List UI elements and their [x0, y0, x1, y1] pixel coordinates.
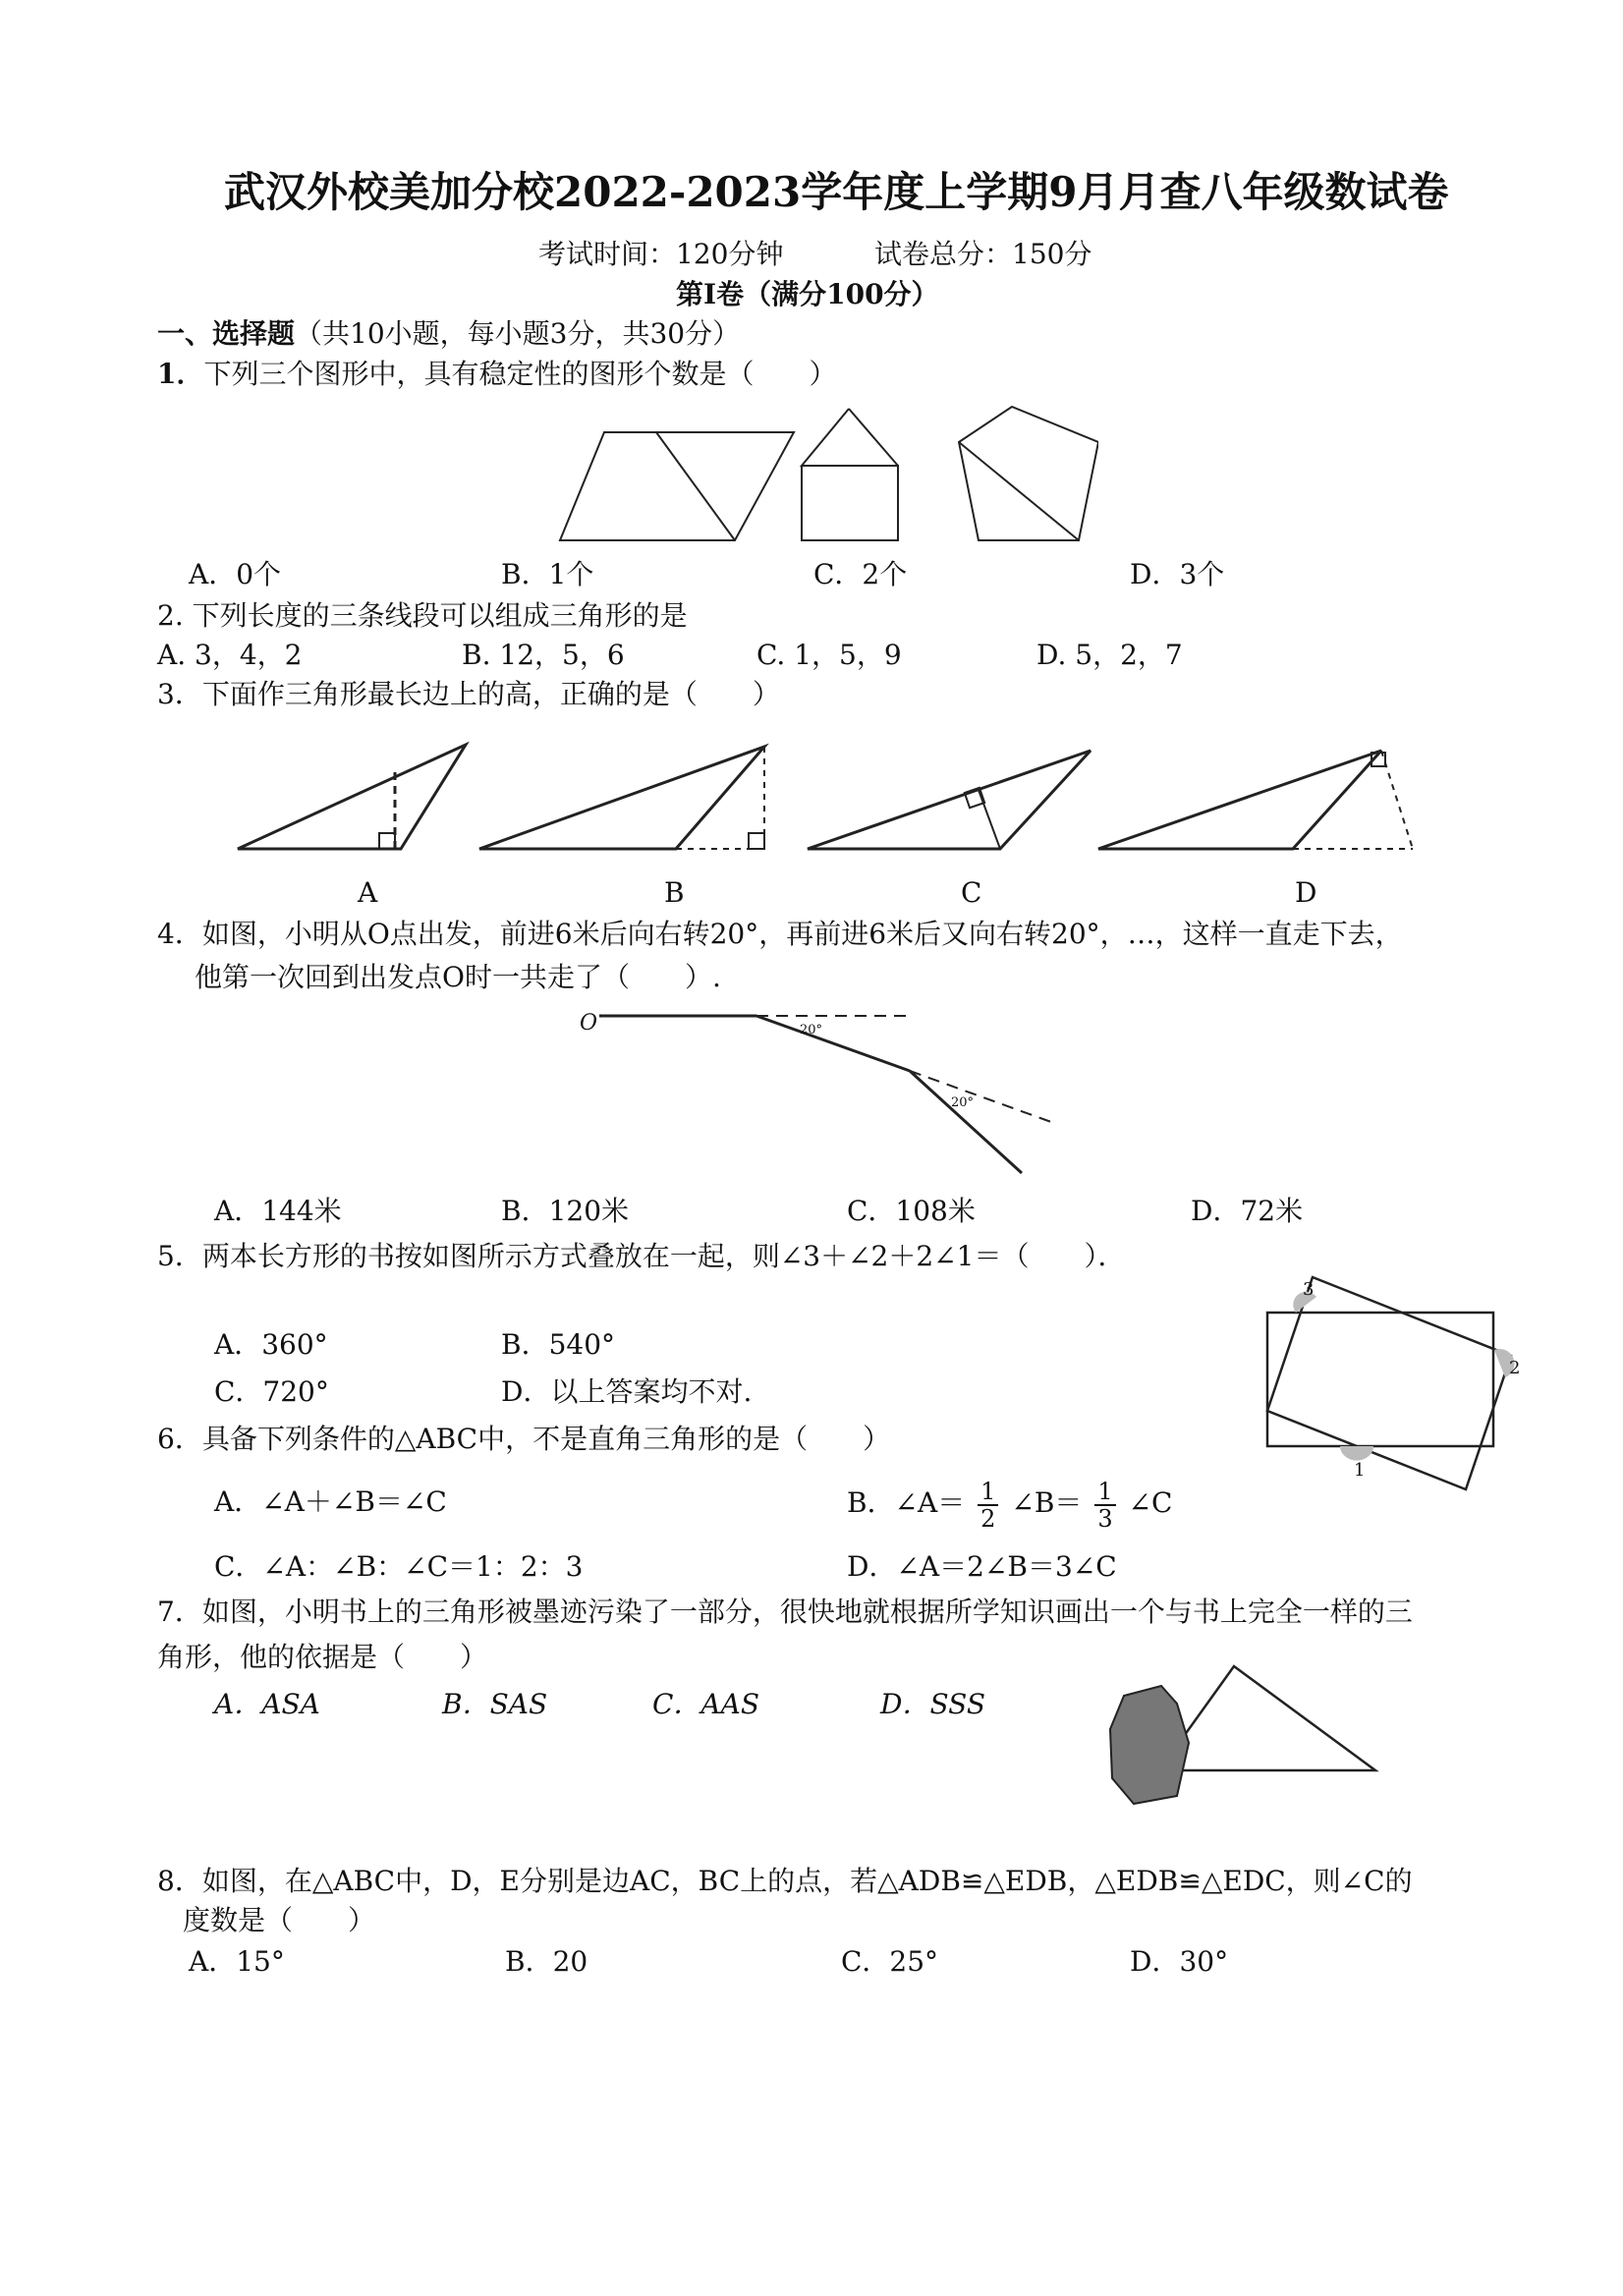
question-7-option-d[interactable]: D．SSS [880, 1688, 986, 1720]
question-2-stem: 2. 下列长度的三条线段可以组成三角形的是 [157, 599, 688, 632]
q6-b-suffix: ∠C [1128, 1486, 1173, 1519]
question-3-label-a[interactable]: A [358, 876, 378, 909]
question-3-label-b[interactable]: B [664, 876, 685, 909]
q6-b-fraction-2 [1094, 1479, 1115, 1532]
exam-total-score: 试卷总分：150分 [874, 238, 1092, 270]
q4-segment-3 [910, 1071, 1022, 1173]
q6-b-prefix: B．∠A＝ [847, 1486, 966, 1519]
question-5-option-a[interactable]: A．360° [214, 1328, 328, 1361]
q1-house-shape [802, 409, 898, 540]
question-5-figure [1256, 1267, 1531, 1503]
q3-height-c [979, 790, 1000, 849]
question-6-option-b[interactable] [847, 1472, 1172, 1535]
q7-ink-blot [1110, 1686, 1189, 1804]
question-4-line-2: 他第一次回到出发点O时一共走了（ ）. [195, 961, 721, 993]
q6-b-frac1-num: 1 [978, 1479, 998, 1506]
q4-angle-label-1: 20° [800, 1023, 823, 1037]
question-3-label-c[interactable]: C [961, 876, 982, 909]
question-8-option-c[interactable]: C．25° [841, 1945, 939, 1978]
section-label: 一、选择题 [157, 317, 296, 350]
q4-segment-2 [756, 1016, 910, 1071]
q1-house-roof [849, 409, 898, 466]
question-7-line-2: 角形，他的依据是（ ） [157, 1641, 488, 1673]
question-4-option-b[interactable]: B．120米 [501, 1195, 630, 1227]
question-2-option-a[interactable]: A. 3，4，2 [157, 639, 303, 671]
question-1-option-a[interactable]: A．0个 [189, 558, 282, 590]
q1-parallelogram-diagonal [656, 432, 735, 540]
exam-time: 考试时间：120分钟 [538, 238, 784, 270]
q6-b-mid: ∠B＝ [1011, 1486, 1083, 1519]
question-1-stem [157, 358, 837, 391]
q4-extension-2 [910, 1071, 1051, 1122]
q6-b-frac2-den: 3 [1097, 1504, 1113, 1533]
q4-angle-label-2: 20° [951, 1095, 975, 1110]
question-1-option-c[interactable]: C．2个 [813, 558, 908, 590]
question-6-option-c[interactable]: C．∠A：∠B：∠C＝1：2：3 [214, 1550, 584, 1583]
q3-right-angle-a [379, 833, 395, 849]
question-1-number: 1． [157, 358, 204, 390]
q4-point-o-label: O [580, 1011, 598, 1036]
question-1-option-b[interactable]: B．1个 [501, 558, 594, 590]
question-1-figure [548, 395, 1098, 572]
question-4-line-1: 4．如图，小明从O点出发，前进6米后向右转20°，再前进6米后又向右转20°，…，这样一直走下去， [157, 918, 1403, 950]
question-7-option-c[interactable]: C．AAS [652, 1688, 760, 1720]
q5-label-2: 2 [1509, 1358, 1521, 1378]
question-6-option-a[interactable]: A．∠A＋∠B＝∠C [214, 1485, 447, 1518]
q1-pentagon [959, 407, 1098, 540]
question-5-option-c[interactable]: C．720° [214, 1375, 329, 1408]
q3-triangle-b [479, 747, 764, 849]
q1-parallelogram [560, 432, 794, 540]
question-3-figure [226, 735, 1444, 882]
q5-book-rect-1 [1267, 1313, 1493, 1446]
q1-pentagon-diagonal-3 [1012, 407, 1098, 442]
exam-title: 武汉外校美加分校2022-2023学年度上学期9月月查八年级数试卷 [224, 168, 1449, 216]
question-1-option-d[interactable]: D．3个 [1130, 558, 1225, 590]
question-7-figure [1100, 1651, 1395, 1818]
q5-label-1: 1 [1354, 1460, 1366, 1481]
section-note: （共10小题，每小题3分，共30分） [295, 317, 741, 350]
question-7-line-1: 7．如图，小明书上的三角形被墨迹污染了一部分，很快地就根据所学知识画出一个与书上完全一样的三 [157, 1596, 1413, 1628]
question-7-option-a[interactable]: A．ASA [214, 1688, 320, 1720]
q3-triangle-a [238, 745, 466, 849]
question-2-option-b[interactable]: B. 12，5，6 [462, 639, 625, 671]
section-heading [157, 317, 740, 351]
question-8-line-2: 度数是（ ） [183, 1904, 376, 1936]
question-4-option-c[interactable]: C．108米 [847, 1195, 976, 1227]
question-3-stem: 3．下面作三角形最长边上的高，正确的是（ ） [157, 678, 780, 710]
q1-pentagon-diagonal-1 [959, 442, 1079, 540]
question-4-option-d[interactable]: D．72米 [1191, 1195, 1304, 1227]
q7-triangle [1159, 1666, 1375, 1770]
q6-b-frac2-num: 1 [1094, 1479, 1115, 1506]
question-4-option-a[interactable]: A．144米 [214, 1195, 342, 1227]
question-5-stem: 5．两本长方形的书按如图所示方式叠放在一起，则∠3＋∠2＋2∠1＝（ ）． [157, 1240, 1126, 1272]
question-3-label-d[interactable]: D [1295, 876, 1317, 909]
question-5-option-d[interactable]: D．以上答案均不对. [501, 1375, 753, 1408]
question-2-option-d[interactable]: D. 5，2，7 [1036, 639, 1183, 671]
q3-triangle-c [808, 751, 1091, 849]
question-6-stem: 6．具备下列条件的△ABC中，不是直角三角形的是（ ） [157, 1423, 891, 1455]
q3-right-angle-b [749, 833, 764, 849]
question-4-figure [570, 1004, 1061, 1181]
question-5-option-b[interactable]: B．540° [501, 1328, 616, 1361]
q3-triangle-d [1098, 751, 1381, 849]
part-heading: 第I卷（满分100分） [676, 278, 939, 310]
question-6-option-d[interactable]: D．∠A＝2∠B＝3∠C [847, 1550, 1117, 1583]
question-8-line-1: 8．如图，在△ABC中，D，E分别是边AC，BC上的点，若△ADB≌△EDB，△EDB≌△EDC，则∠C的 [157, 1865, 1413, 1897]
q6-b-frac1-den: 2 [980, 1504, 996, 1533]
question-1-text: 下列三个图形中，具有稳定性的图形个数是（ ） [203, 358, 837, 390]
q6-b-fraction-1 [978, 1479, 998, 1532]
question-8-option-b[interactable]: B．20 [505, 1945, 588, 1978]
q5-label-3: 3 [1303, 1279, 1315, 1300]
q5-angle-mark-1 [1340, 1446, 1373, 1461]
question-8-option-d[interactable]: D．30° [1130, 1945, 1229, 1978]
question-2-option-c[interactable]: C. 1，5，9 [756, 639, 902, 671]
q5-book-rect-2 [1267, 1277, 1511, 1489]
question-7-option-b[interactable]: B．SAS [442, 1688, 548, 1720]
question-8-option-a[interactable]: A．15° [189, 1945, 285, 1978]
